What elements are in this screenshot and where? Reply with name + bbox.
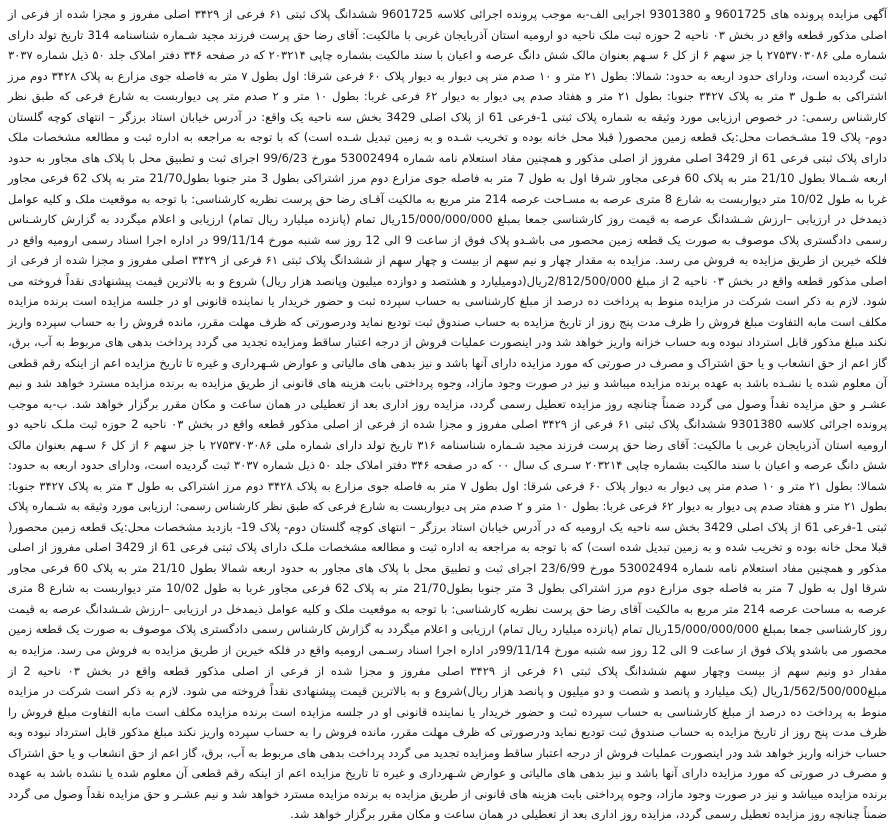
notice-part-b: ب-به موجب پرونده اجرائی کلاسه 9301380 ششدانگ پلاک ثبتی ۶۱ فرعی از ۳۴۲۹ اصلی مفروز و مجزا شده از فرعی از اصلی مذکور قطعه واقع در بخش ۰۳ ناحیه 2 حوزه ثبت ملـک ناحیه دو ارومیه استان آذربایجان غربی با مالکیت: آقای رضا حق پرست فرزند مجید شـماره شناسنامه ۳۱۶ تاریخ تولد دارای شماره ملی ۲۷۵۳۷۰۳۰۸۶ با جز سهم ۶ از کل ۶ سـهم بعنوان مالک شش دانگ عرصه و اعیان با سند مالکیت بشماره چاپی ۲۰۳۲۱۴ سـری ک سال ۰۰ که در صفحه ۳۴۶ دفتر املاک جلد ۵۰ ذیل شماره ۳۰۳۷ ثبت گردیده است، ودارای حدود اربعه به حدود: شمالا: بطول ۲۱ متر و ۱۰ صدم متر پی دیوار به دیوار پلاک ۶۰ فرعی شرقا: اول بطول ۷ متر به فاصله جوی مزارع به پلاک ۳۴۲۸ دوم مرز اشتراکی به طول ۳ متر به پلاک ۳۴۲۷ جنوبا: بطول ۲۱ متر و هفتاد صدم پی دیوار به دیوار ۶۲ فرعی غربا: بطول ۱۰ متر و ۲ صدم متر پی دیواربست به شارع فرعی که طبق نظر کارشناس رسمی: ارزیابی مورد وثیقه به شـماره پلاک ثبتی 1-فرعی 61 از پلاک اصلی 3429 بخش سه ناحیه یک ارومیه که در آدرس خیابان استاد برزگر – انتهای کوچه گلستان دوم- پلاک 19- بازدید مشخصات محل:یک قطعه زمین محصور( قبلا محل خانه بوده و تخریب شده و به زمین تبدیل شده است) که با توجه به مراجعه به اداره ثبت و مطالعه مشخصات ملـک دارای پلاک ثبتی فرعی 61 از 3429 اصلی مفروز از اصلی مذکور و همچنین مفاد استعلام نامه شماره 53002494 مورخ 23/6/99 اجرای ثبت و تطبیق محل با پلاک های مجاور به حدود اربعه شمالا بطول 21/10 متر به پلاک 60 فرعی مجاور شرقا اول به طول 7 متر به فاصله جوی مزارع دوم مرز اشتراکی بطول 3 متر جنوبا بطول21/70 متر به پلاک 62 فرعی مجاور غربا به طول 10/02 متر دیواربست به شارع 8 متری عرصه به مساحت عرصه 214 متر مربع به مالکیت آقای رضا حق پرست نظریه کارشناسی: با توجه به موقعیت ملک و کلیه عوامل ذیمدخل در ارزیابی –ارزش شـشدانگ عرصه به قیمت روز کارشناسی جمعا بمبلغ 15/000/000/000ریال تمام (پانزده میلیارد ریال تمام) ارزیابی و اعلام میگردد به گزارش کارشناس رسمی دادگستری پلاک موصوف به صورت یک قطعه زمین محصور می باشدو پلاک فوق از ساعت 9 الی 12 روز سه شنبه مورخ 99/11/14در اداره اجرا اسناد رسـمی ارومیه واقع در فلکه خیرین از طریق مزایده به فروش می رسد. مزایده به مقدار دو ونیم سهم از بیست وچهار سهم ششدانگ پلاک ثبتی ۶۱ فرعی از ۳۴۲۹ اصلی مفروز و مجزا شده از فرعی از اصلی مذکور قطعه واقع در بخش ۰۳ ناحیه 2 از مبلغ1/562/500/000ریال (یک میلیارد و پانصد و شصت و دو میلیون و پانصد هزار ریال)شروع و به بالاترین قیمت پیشنهادی نقداً فروخته می شود. لازم به ذکر است شرکت در مزایده منوط به پرداخت ده درصد از مبلغ کارشناسی به حساب سپرده ثبت و حضور خریدار یا نماینده قانونی او در جلسه مزایده است برنده مزایده مکلف است مابه التفاوت مبلغ فروش را ظرف مدت پنج روز از تاریخ مزایده به حساب صندوق ثبت تودیع نماید ودرصورتی که ظرف مهلت مقرر، مانده فروش را به حساب سپرده واریز نکند مبلغ مذکور قابل استرداد نبوده وبه حساب خزانه واریز خواهد شد ودر اینصورت عملیات فروش از درجه اعتبار ساقط ومزایده تجدید می گردد پرداخت بدهی های مربوط به آب، برق، گاز اعم از حق انشعاب و یا حق اشتراک و مصرف در صورتی که مورد مزایده دارای آنها باشد و نیز بدهی های مالیاتی و عوارض شـهرداری و غیره تا تاریخ مزایده اعم از اینکه رقم قطعی آن معلوم شده یا نشده باشد به عهده برنده مزایده میباشد و نیز در صورت وجود مازاد، وجوه پرداختی بابت هزینه های قانونی از طریق مزایده به برنده مزایده مسترد خواهد شد و نیم عشـر و حق مزایده نقداً وصول می گردد ضمناً چنانچه روز مزایده تعطیل رسمی گردد، مزایده روز اداری بعد از تعطیلی در همان ساعت و مکان مقرر برگزار خواهد شد. [8, 396, 888, 822]
notice-part-a: آگهی مزایده پرونده های 9601725 و 9301380 اجرایی الف-به موجب پرونده اجرائی کلاسه 9601725 ششدانگ پلاک ثبتی ۶۱ فرعی از ۳۴۲۹ اصلی مفروز و مجزا شده از فرعی از اصلی مذکور قطعه واقع در بخش ۰۳ ناحیه 2 حوزه ثبت ملک ناحیه دو ارومیه استان آذربایجان غربی با مالکیت: آقای رضا حق پرست فرزند مجید شـماره شناسنامه 314 تاریخ تولد دارای شماره ملی ۲۷۵۳۷۰۳۰۸۶ با جز سهم ۶ از کل ۶ سـهم بعنوان مالک شش دانگ عرصه و اعیان با سند مالکیت بشماره چاپی ۲۰۳۲۱۴ که در صفحه ۳۴۶ دفتر املاک جلد ۵۰ ذیل شماره ۳۰۳۷ ثبت گردیده است، ودارای حدود اربعه به حدود: شمالا: بطول ۲۱ متر و ۱۰ صدم متر پی دیوار به دیوار پلاک ۶۰ فرعی شرقا: اول بطول ۷ متر به فاصله جوی مزارع به پلاک ۳۴۲۸ دوم مرز اشتراکی به طـول ۳ متر به پلاک ۳۴۲۷ جنوبا: بطول ۲۱ متر و هفتاد صدم پی دیوار به دیوار ۶۲ فرعی غربا: بطول ۱۰ متر و ۲ صدم متر پی دیواربست به شارع فرعی که طبق نظر کارشناس رسمی: در خصوص ارزیابی مورد وثیقه به شماره پلاک ثبتی 1-فرعی 61 از پلاک اصلی 3429 بخش سه ناحیه یک واقع: در آدرس خیابان استاد برزگر – انتهای کوچه گلستان دوم- پلاک 19 مشـخصات محل:یک قطعه زمین محصور( قبلا محل خانه بوده و تخریب شـده و به زمین تبدیل شـده است) که با توجه به مراجعه به اداره ثبت و مطالعه مشخصات ملک دارای پلاک ثبتی فرعی 61 از 3429 اصلی مفروز از اصلی مذکور و همچنین مفاد استعلام نامه شماره 53002494 مورخ 99/6/23 اجرای ثبت و تطبیق محل با پلاک های مجاور به حدود اربعه شـمالا بطول 21/10 متر به پلاک 60 فرعی مجاور شرقا اول به طول 7 متر به فاصله جوی مزارع دوم مرز اشتراکی بطول 3 متر جنوبا بطول21/70 متر به پلاک 62 فرعی مجاور غربا به طول 10/02 متر دیواربست به شارع 8 متری عرصه به مسـاحت عرصه 214 متر مربع به مالکیت آقـای رضا حق پرست نظریه کارشناسی: با توجه به موقعیت ملک و کلیه عوامل ذیمدخل در ارزیابی –ارزش شـشدانگ عرصه به قیمت روز کارشناسی جمعا بمبلغ 15/000/000/000ریال تمام (پانزده میلیارد ریال تمام) ارزیابی و اعلام میگردد به گزارش کارشـناس رسمی دادگستری پلاک موصوف به صورت یک قطعه زمین محصور می باشـدو پلاک فوق از ساعت 9 الی 12 روز سه شنبه مورخ 99/11/14 در اداره اجرا اسناد رسمی ارومیه واقع در فلکه خیرین از طریق مزایده به فروش می رسد. مزایده به مقدار چهار و نیم سهم از بیست و چهار سهم از ششدانگ پلاک ثبتی ۶۱ فرعی از ۳۴۲۹ اصلی مفروز و مجزا شده از فرعی از اصلی مذکور قطعه واقع در بخش ۰۳ ناحیه 2 از مبلغ 2/812/500/000ریال(دومیلیارد و هشتصد و دوازده میلیون وپانصد هزار ریال) شروع و به بالاترین قیمت پیشنهادی نقداً فروخته می شود. لازم به ذکر است شرکت در مزایده منوط به پرداخت ده درصد از مبلغ کارشناسی به حساب سپرده ثبت و حضور خریدار یا نماینده قانونی او در جلسه مزایده است برنده مزایده مکلف است مابه التفاوت مبلغ فروش را ظرف مدت پنج روز از تاریخ مزایده به حساب صندوق ثبت تودیع نماید ودرصورتی که ظرف مهلت مقرر، مانده فروش را به حساب سپرده واریز نکند مبلغ مذکور قابل استرداد نبوده وبه حساب خزانه واریز خواهد شد ودر اینصورت عملیات فروش از درجه اعتبار ساقط ومزایده تجدید می گردد پرداخت بدهی های مربوط به آب، برق، گاز اعم از حق انشعاب و یا حق اشتراک و مصرف در صورتی که مورد مزایده دارای آنها باشد و نیز بدهی های مالیاتی و عوارض شـهرداری و غیره تا تاریخ مزایده اعم از اینکه رقم قطعی آن معلوم شده یا نشـده باشد به عهده برنده مزایده میباشد و نیز در صورت وجود مازاد، وجوه پرداختی بابت هزینه های قانونی از طریق مزایده به برنده مزایده مسترد خواهد شد و نیم عشـر و حق مزایده نقداً وصول می گردد ضمناً چنانچه روز مزایده تعطیل رسمی گردد، مزایده روز اداری بعد از تعطیلی در همان ساعت و مکان مقرر برگزار خواهد شد. [8, 7, 888, 411]
auction-notice-text [8, 4, 887, 825]
